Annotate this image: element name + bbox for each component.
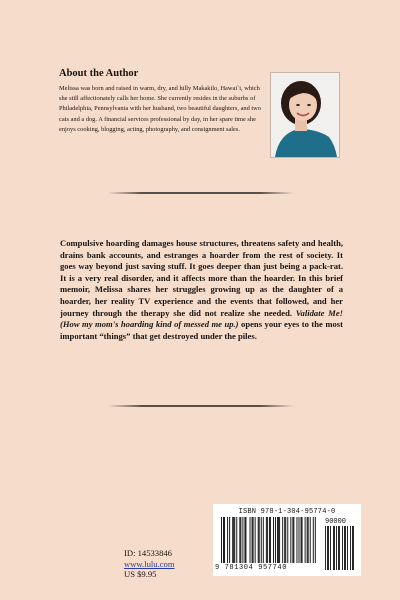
blurb-text-2: opens your eyes to the most important “things” that get destroyed under the piles. [60,319,344,341]
about-author-heading: About the Author [59,68,139,79]
author-portrait-image [271,73,339,157]
back-cover-blurb [60,238,343,342]
author-bio: Melissa was born and raised in warm, dry, and hilly Makakilo, Hawai`i, which she still affectionately calls her home. She currently resides in the suburbs of Philadelphia, Pennsylvania with her husband, two beautiful daughters, and two cats and a dog. A financial services professional by day, in her spare time she enjoys cooking, blogging, acting, photography, and consignment sales. [59,85,261,133]
price-code: 90000 [325,518,347,526]
blurb-book-title: Validate Me! (How my mom's hoarding kind of messed me up.) [60,307,343,330]
blurb-text-1: Compulsive hoarding damages house structures, threatens safety and health, drains bank accounts, and estranges a hoarder from the rest of society. It goes way beyond just saving stuff. It goes deeper than just being a pack-rat. It is a very real disorder, and it affects more than the hoarder. In this brief memoir, Melissa shares her struggles growing up as the daughter of a hoarder, her reality TV experience and the events that followed, and her journey through the therapy she did not realize she needed. [60,238,343,318]
author-photo [270,72,340,158]
isbn-barcode [213,504,361,576]
section-divider [108,192,294,194]
barcode-digits: 9 781304 957740 [215,564,288,572]
product-id: ID: 14533846 [124,548,172,558]
isbn-number: ISBN 978-1-304-95774-0 [238,508,336,516]
section-divider [108,405,294,407]
publisher-info [124,548,175,580]
lulu-link[interactable]: www.lulu.com [124,558,175,569]
price: US $9.95 [124,569,157,580]
